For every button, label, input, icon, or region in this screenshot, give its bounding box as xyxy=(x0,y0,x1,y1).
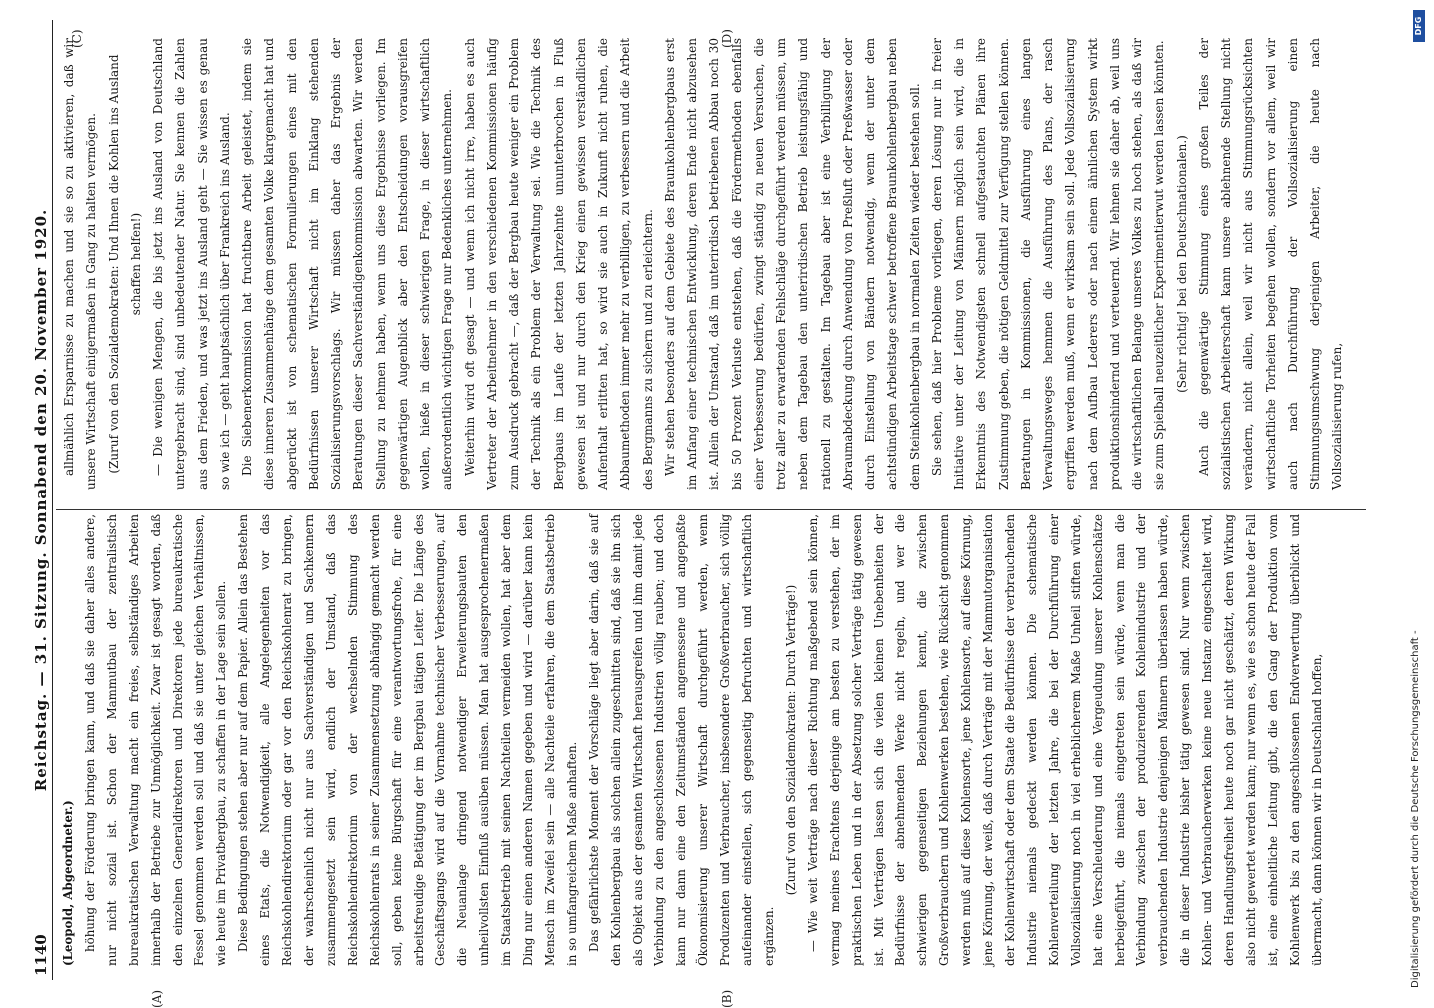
speaker-label: (Leopold, Abgeordneter.) xyxy=(61,800,75,966)
dfg-logo-label: DFG xyxy=(1414,16,1423,36)
paragraph xyxy=(233,514,584,966)
paragraph-text: (Zuruf von den Sozialdemokraten: Durch Verträge!) xyxy=(783,584,798,896)
column-divider xyxy=(56,509,1366,510)
paragraph-text: Weiterhin wird oft gesagt — und wenn ich nicht irre, haben es auch Vertreter der Arbeitnehmer in den verschiedenen Kommissionen häufig zum Ausdruck gebracht —, daß der Bergbau heute weniger ein Problem der Technik als ein Problem der Verwaltung sei. Wie die Technik des Bergbaus im Laufe der letzten Jahrzehnte ununterbrochen in Fluß gewesen ist und nur durch den Krieg einen gewissen verständlichen Aufenthalt erlitten hat, so wird sie auch in Zukunft nicht ruhen, die Abbaumethoden immer mehr zu verbilligen, zu verbessern und die Arbeit des Bergmanns zu sichern und zu erleichtern. xyxy=(462,38,655,490)
paragraph-text: Sie sehen, daß hier Probleme vorliegen, deren Lösung nur in freier Initiative unter der Leitung von Männern möglich sein wird, die in Erkenntnis des Notwendigsten schnell aufgestauchten Plänen ihre Zustimmung geben, die nötigen Geldmittel zur Verfügung stellen können. Beratungen in Kommissionen, die Ausführung eines langen Verwaltungsweges hemmen die Ausführung des Plans, der rasch ergriffen werden muß, wenn er wirksam sein soll. Jede Vollsozialisierung nach dem Aufbau Lederers oder nach einem ähnlichen System wirkt produktionshindernd und verteuernd. Wir lehnen sie daher ab, weil uns die wirtschaftlichen Belange unseres Volkes zu hoch stehen, als daß wir sie zum Spielball neuzeitlicher Experimentierwut werden lassen könnten. xyxy=(929,38,1167,490)
paragraph xyxy=(781,514,803,966)
right-column xyxy=(58,38,1349,490)
paragraph xyxy=(103,38,148,490)
margin-mark-c: (C) xyxy=(70,29,84,48)
paragraph-text: höhung der Förderung bringen kann, und daß sie daher alles andere, nur nicht sozial ist. Schon der Mammutbau der zentralistisch bureaukratischen Verwaltung macht ein freies, selbständiges Arbeiten innerhalb der Betriebe zur Unmöglichkeit. Zwar ist gesagt worden, daß den einzelnen Generaldirektoren und Direktoren jede bureaukratische Fessel genommen werden soll und daß sie unter gleichen Verhältnissen, wie heute im Privatbergbau, zu schaffen in der Lage sein sollen. xyxy=(82,514,229,966)
paragraph xyxy=(459,38,659,490)
paragraph xyxy=(1193,38,1349,490)
paragraph-text: (Sehr richtig! bei den Deutschnationalen.) xyxy=(1174,135,1189,393)
page-header xyxy=(30,20,53,980)
paragraph-text: allmählich Ersparnisse zu machen und sie so zu aktivieren, daß wir unsere Wirtschaft einigermaßen in Gang zu halten vermögen. xyxy=(62,38,99,490)
digitization-note: Digitalisierung gefördert durch die Deutsche Forschungsgemeinschaft - xyxy=(1410,630,1421,988)
paragraph xyxy=(58,38,103,490)
paragraph-text: Das gefährlichste Moment der Vorschläge liegt aber darin, daß sie auf den Kohlenbergbau als solchen allein zugeschnitten sind, daß sie ihn sich als Objekt aus der gesamten Wirtschaft herausgreifen und ihm damit jede Verbindung zu den angeschlossenen Industrien völlig rauben; und doch kann nur dann eine den Zeitumständen angemessene und angepaßte Ökonomisierung unserer Wirtschaft durchgeführt werden, wenn Produzenten und Verbraucher, insbesondere Großverbraucher, sich völlig aufeinander einstellen, sich gegenseitig befruchten und wirtschaftlich ergänzen. xyxy=(586,514,776,966)
paragraph-text: Auch die gegenwärtige Stimmung eines großen Teiles der sozialistischen Arbeiterschaft kann unsere ablehnende Stellung nicht verändern, nicht allein, weil wir nicht aus Stimmungsrücksichten wirtschaftliche Torheiten begehen wollen, sondern vor allem, weil wir auch nach Durchführung der Vollsozialisierung einen Stimmungsumschwung derjenigen Arbeiter, die heute nach Vollsozialisierung rufen, xyxy=(1196,38,1345,490)
paragraph xyxy=(1171,38,1193,490)
paragraph xyxy=(659,38,926,490)
paragraph-text: — Die wenigen Mengen, die bis jetzt ins Ausland von Deutschland untergebracht sind, sind unbedeutender Natur. Sie kennen die Zahlen aus dem Frieden, und was jetzt ins Ausland geht — Sie wissen es genau so wie ich — geht hauptsächlich über Frankreich ins Ausland. xyxy=(151,38,232,490)
footer-bar xyxy=(1402,12,1430,988)
paragraph xyxy=(80,514,233,966)
page-number: 1140 xyxy=(32,934,50,976)
paragraph-text: (Zuruf von den Sozialdemokraten: Und Ihnen die Kohlen ins Ausland schaffen helfen!) xyxy=(106,54,143,474)
paragraph xyxy=(147,38,236,490)
left-column xyxy=(58,514,1329,966)
dfg-logo xyxy=(1413,10,1425,42)
paragraph xyxy=(584,514,781,966)
document-page xyxy=(30,20,1400,1008)
margin-mark-b: (B) xyxy=(720,989,734,1008)
paragraph-text: Wir stehen besonders auf dem Gebiete des Braunkohlenbergbaus erst im Anfang einer technischen Entwicklung, deren Ende nicht abzusehen ist. Allein der Umstand, daß im unterirdisch betriebenen Abbau noch 30 bis 50 Prozent Verluste entstehen, daß die Fördermethoden ebenfalls einer Verbesserung bedürfen, zwingt ständig zu neuen Versuchen, die trotz aller zu erwartenden Fehlschläge durchgeführt werden müssen, um neben dem Tagebau den unterirdischen Betrieb leistungsfähig und rationell zu gestalten. Im Tagebau aber ist eine Verbilligung der Abraumabdeckung durch Anwendung von Preßluft oder Preßwasser oder durch Einstellung von Bändern notwendig, wenn der unter dem achtstündigen Arbeitstage schwer betroffene Braunkohlenbergbau neben dem Steinkohlenbergbau in normalen Zeiten wieder bestehen soll. xyxy=(662,38,922,490)
paragraph xyxy=(803,514,1329,966)
margin-mark-d: (D) xyxy=(720,29,734,48)
paragraph-text: Diese Bedingungen stehen aber nur auf dem Papier. Allein das Bestehen eines Etats, die Notwendigkeit, alle Angelegenheiten vor das Reichskohlendirektorium oder gar vor den Reichskohlenrat zu bringen, der wahrscheinlich nicht nur aus Sachverständigen und Sachkennern zusammengesetzt sein wird, endlich der Umstand, daß das Reichskohlendirektorium von der wechselnden Stimmung des Reichskohlenrats in seiner Zusammensetzung abhängig gemacht werden soll, geben keine Bürgschaft für eine verantwortungsfrohe, für eine arbeitsfreudige Betätigung der im Bergbau tätigen Leiter. Die Länge des Geschäftsgangs wird auf die Vornahme technischer Verbesserungen, auf die Neuanlage dringend notwendiger Erweiterungsbauten den unheilvollsten Einfluß ausüben müssen. Man hat ausgesprochenermaßen im Staatsbetrieb mit seinen Nachteilen vermeiden wollen, hat aber dem Ding nur einen anderen Namen gegeben und wird — darüber kann kein Mensch im Zweifel sein — alle Nachteile erfahren, die dem Staatsbetrieb in so umfangreichem Maße anhaften. xyxy=(236,514,579,966)
page-title: Reichstag. — 31. Sitzung. Sonnabend den 20. November 1920. xyxy=(32,208,50,792)
paragraph-text: Die Siebenerkommission hat fruchtbare Arbeit geleistet, indem sie diese inneren Zusammenhänge dem gesamten Volke klargemacht hat und abgerückt ist von schematischen Formulierungen eines mit den Bedürfnissen unserer Wirtschaft nicht im Einklang stehenden Sozialisierungsvorschlags. Wir müssen daher das Ergebnis der Beratungen dieser Sachverständigenkommission abwarten. Wir werden Stellung zu nehmen haben, wenn uns diese Ergebnisse vorliegen. Im gegenwärtigen Augenblick aber den Entscheidungen vorausgreifen wollen, hieße in dieser schwierigen Frage, in dieser wirtschaftlich außerordentlich wichtigen Frage nur Bedenkliches unternehmen. xyxy=(240,38,455,490)
paragraph xyxy=(58,514,80,966)
margin-mark-a: (A) xyxy=(150,989,164,1008)
paragraph xyxy=(926,38,1171,490)
paragraph xyxy=(236,38,459,490)
paragraph-text: — Wie weit Verträge nach dieser Richtung maßgebend sein können, vermag meines Erachtens derjenige am besten zu verstehen, der im praktischen Leben und in der Absetzung solcher Verträge tätig gewesen ist. Mit Verträgen lassen sich die vielen kleinen Unebenheiten der Bedürfnisse der abnehmenden Werke nicht regeln, und wer die schwierigen gegenseitigen Beziehungen kennt, die zwischen Großverbrauchern und Kohlenwerken bestehen, wie Rücksicht genommen werden muß auf diese Kohlensorte, jene Kohlensorte, auf diese Körnung, jene Körnung, der weiß, daß durch Verträge mit der Mammutorganisation der Kohlenwirtschaft oder dem Staate die Bedürfnisse der verbrauchenden Industrie niemals gedeckt werden können. Die schematische Kohlenverteilung der letzten Jahre, die bei der Durchführung einer Vollsozialisierung noch in viel erheblicherem Maße Unheil stiften würde, hat eine Verschleuderung und eine Vergeudung unserer Kohlenschätze herbeigeführt, die niemals eingetreten sein würde, wenn man die Verbindung zwischen der produzierenden Kohlenindustrie und der verbrauchenden Industrie denjenigen Männern überlassen haben würde, die in dieser Industrie bisher tätig gewesen sind. Nur wenn zwischen Kohlen- und Verbraucherwerken keine neue Instanz eingeschaltet wird, deren Handlungsfreiheit heute noch gar nicht geschätzt, deren Wirkung also nicht gewertet werden kann; nur wenn es, wie es schon heute der Fall ist, eine einheitliche Leitung gibt, die den Gang der Produktion vom Kohlenwerk bis zu den angeschlossenen Endverwertung überblickt und übermacht, dann können wir in Deutschland hoffen, xyxy=(805,514,1324,966)
